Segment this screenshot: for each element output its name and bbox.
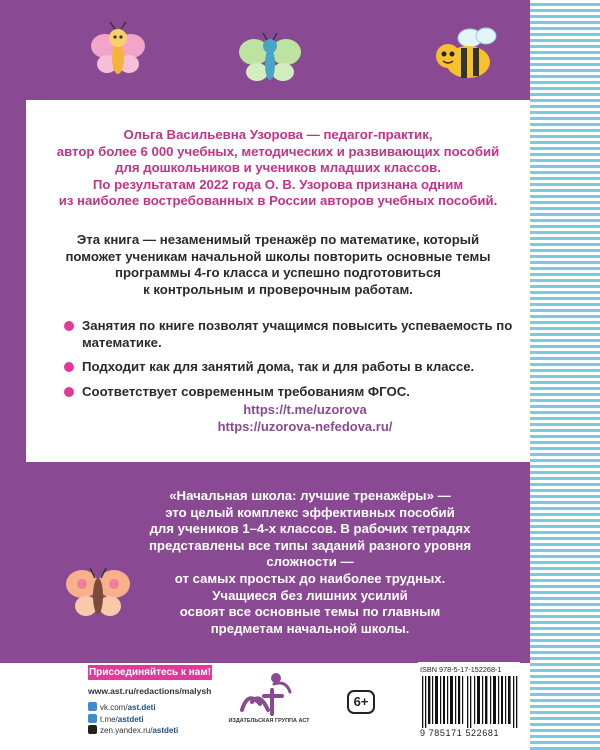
social-links — [88, 702, 178, 737]
series-line: для учеников 1–4-х классов. В рабочих тетрадях — [149, 521, 471, 537]
series-line: Учащиеся без лишних усилий — [212, 587, 408, 603]
social-link-vk[interactable] — [88, 702, 178, 714]
butterfly-green-icon — [238, 32, 302, 86]
barcode — [420, 676, 518, 728]
book-description — [40, 232, 516, 298]
bullet-dot-icon — [64, 321, 74, 331]
butterfly-pink-icon — [88, 20, 148, 82]
author-line: Ольга Васильевна Узорова — педагог-практик, — [123, 127, 433, 142]
feature-item — [66, 384, 518, 401]
bullet-dot-icon — [64, 387, 74, 397]
bullet-dot-icon — [64, 362, 74, 372]
ast-logo — [238, 670, 298, 720]
feature-text: Соответствует современным требованиям ФГОС. — [82, 383, 410, 399]
social-prefix: t.me/ — [100, 714, 118, 724]
author-line: для дошкольников и учеников младших классов. — [115, 160, 441, 176]
feature-text: Занятия по книге позволят учащимся повысить успеваемость по математике. — [82, 318, 513, 350]
series-line: «Начальная школа: лучшие тренажёры» — — [169, 488, 451, 503]
spiral-binding — [530, 0, 600, 750]
links — [180, 402, 430, 435]
telegram-link[interactable]: https://t.me/uzorova — [243, 402, 367, 417]
publisher-site-link[interactable]: www.ast.ru/redactions/malysh — [88, 686, 212, 696]
series-line: от самых простых до наиболее трудных. — [174, 570, 446, 586]
author-info — [40, 127, 516, 210]
series-description — [120, 488, 500, 637]
author-line: По результатам 2022 года О. В. Узорова признана одним — [92, 176, 464, 192]
description-line: программы 4-го класса и успешно подготовиться — [115, 265, 441, 281]
age-rating-badge: 6+ — [347, 690, 375, 714]
barcode-digits: 9 785171 522681 — [420, 728, 500, 738]
series-line: представлены все типы заданий разного уровня сложности — — [148, 537, 472, 570]
feature-list — [66, 318, 518, 408]
feature-item — [66, 318, 518, 351]
series-line: это целый комплекс эффективных пособий — [165, 504, 455, 520]
social-handle: astdeti — [152, 726, 179, 735]
description-line: к контрольным и проверочным работам. — [143, 281, 413, 297]
social-prefix: zen.yandex.ru/ — [100, 726, 153, 735]
telegram-icon — [88, 714, 97, 723]
zen-icon — [88, 725, 97, 734]
social-link-telegram[interactable] — [88, 714, 178, 726]
join-banner: Присоединяйтесь к нам! — [88, 667, 212, 678]
feature-text: Подходит как для занятий дома, так и для работы в классе. — [82, 359, 475, 375]
publisher-caption: ИЗДАТЕЛЬСКАЯ ГРУППА АСТ — [228, 718, 310, 724]
description-line: Эта книга — незаменимый тренажёр по математике, который — [76, 232, 480, 247]
series-line: предметам начальной школы. — [210, 620, 410, 636]
vk-icon — [88, 702, 97, 711]
social-prefix: vk.com/ — [100, 703, 128, 712]
author-line: из наиболее востребованных в России авторов учебных пособий. — [58, 193, 498, 209]
social-handle: astdeti — [117, 714, 144, 724]
website-link[interactable]: https://uzorova-nefedova.ru/ — [217, 418, 393, 434]
feature-item — [66, 359, 518, 376]
social-link-zen[interactable] — [88, 725, 178, 737]
bee-icon — [428, 24, 500, 84]
author-line: автор более 6 000 учебных, методических и развивающих пособий — [56, 143, 500, 159]
isbn-text: ISBN 978-5-17-152268-1 — [420, 665, 502, 674]
series-line: освоят все основные темы по главным — [179, 604, 441, 620]
description-line: поможет ученикам начальной школы повторить основные темы — [65, 248, 491, 264]
social-handle: ast.deti — [127, 703, 156, 712]
